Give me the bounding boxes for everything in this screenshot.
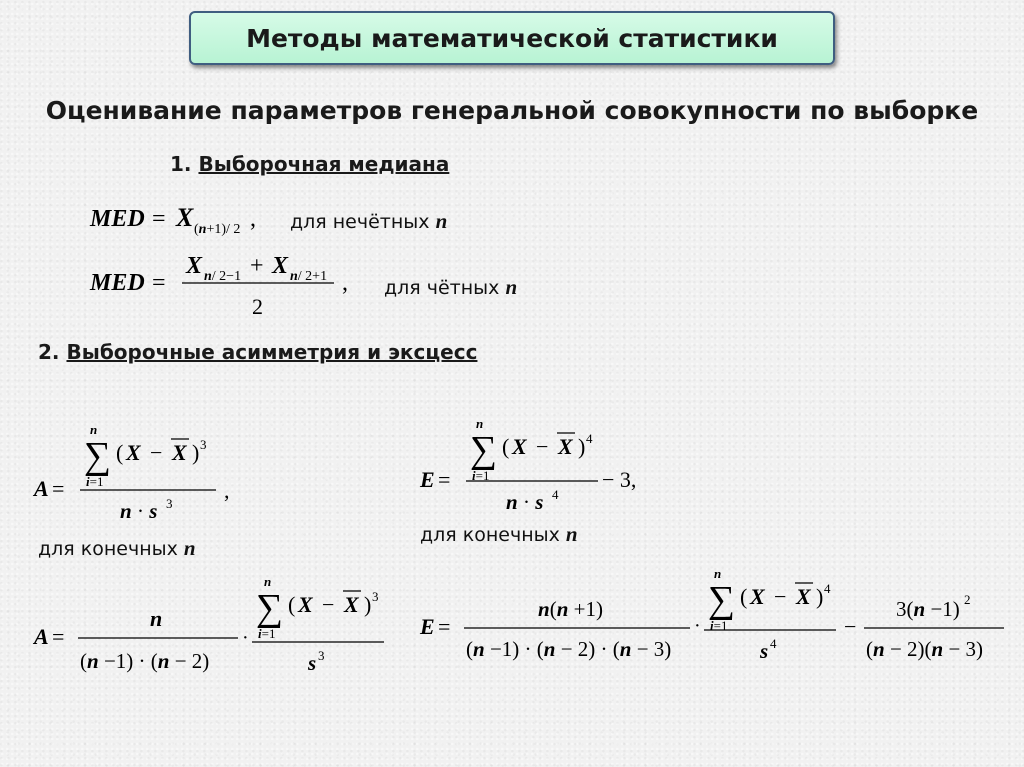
- svg-text:n(n +1): n(n +1): [538, 597, 603, 621]
- svg-text:X: X: [796, 584, 811, 609]
- svg-text:(n −1) · (n − 2) · (n − 3): (n −1) · (n − 2) · (n − 3): [466, 637, 672, 661]
- svg-text:−: −: [774, 584, 787, 609]
- slide-subtitle: Оценивание параметров генеральной совокупности по выборке: [45, 96, 979, 125]
- svg-text:MED: MED: [90, 206, 145, 232]
- svg-text:n: n: [714, 568, 722, 581]
- svg-text:−: −: [322, 592, 335, 617]
- med-even-formula: [88, 248, 388, 322]
- svg-text:∑: ∑: [470, 429, 498, 471]
- svg-text:n: n: [150, 606, 163, 631]
- svg-text:X: X: [176, 203, 194, 232]
- svg-text:n/ 2+1: n/ 2+1: [290, 269, 328, 284]
- svg-text:=: =: [438, 614, 451, 639]
- svg-text:,: ,: [250, 206, 256, 232]
- svg-text:(n −1) · (n − 2): (n −1) · (n − 2): [80, 649, 210, 673]
- svg-text:n: n: [90, 422, 98, 437]
- svg-text:(: (: [502, 434, 510, 459]
- excess-formula-2: [418, 568, 1010, 680]
- svg-text:− 3,: − 3,: [602, 467, 637, 492]
- svg-text:=: =: [152, 206, 166, 232]
- svg-text:3: 3: [372, 589, 379, 604]
- even-condition-text: для чётных: [384, 277, 500, 299]
- svg-text:X: X: [272, 253, 289, 279]
- svg-text:): ): [364, 592, 372, 617]
- svg-text:(: (: [288, 592, 296, 617]
- section-1-number: 1.: [170, 152, 192, 176]
- section-2-number: 2.: [38, 340, 60, 364]
- svg-text:(: (: [116, 440, 124, 465]
- odd-condition-text: для нечётных: [290, 211, 430, 233]
- finite-condition-e-text: для конечных: [420, 524, 560, 546]
- even-condition-n: n: [505, 275, 518, 299]
- svg-text:E: E: [420, 467, 435, 492]
- section-2-label: Выборочные асимметрия и эксцесс: [66, 340, 478, 364]
- finite-condition-a-text: для конечных: [38, 538, 178, 560]
- svg-text:,: ,: [342, 270, 348, 296]
- odd-condition-n: n: [435, 209, 448, 233]
- svg-text:−: −: [844, 614, 857, 639]
- svg-text:X: X: [512, 434, 527, 459]
- svg-text:+: +: [250, 253, 264, 279]
- svg-text:n: n: [476, 416, 484, 431]
- svg-text:−: −: [150, 440, 163, 465]
- med-odd-formula: [88, 196, 298, 242]
- svg-text:n: n: [264, 574, 272, 589]
- finite-condition-a: [38, 536, 196, 561]
- svg-text:i=1: i=1: [472, 468, 490, 483]
- slide-title-text: Методы математической статистики: [246, 23, 778, 53]
- svg-text:∑: ∑: [256, 587, 284, 629]
- svg-text:MED: MED: [90, 270, 145, 296]
- svg-text:∑: ∑: [84, 435, 112, 477]
- svg-text:4: 4: [770, 636, 777, 651]
- svg-text:3: 3: [166, 496, 173, 511]
- slide-title: [189, 11, 835, 65]
- svg-text:n · s: n · s: [506, 490, 544, 514]
- svg-text:(n+1)/ 2: (n+1)/ 2: [194, 222, 241, 237]
- section-1-label: Выборочная медиана: [198, 152, 450, 176]
- asymmetry-formula-1: [32, 418, 252, 528]
- svg-text:i=1: i=1: [258, 626, 276, 641]
- svg-text:s: s: [308, 651, 317, 675]
- svg-text:A: A: [34, 476, 49, 501]
- svg-text:X: X: [172, 440, 187, 465]
- svg-text:i=1: i=1: [86, 474, 104, 489]
- svg-text:3(n −1): 3(n −1): [896, 597, 960, 621]
- svg-text:−: −: [536, 434, 549, 459]
- svg-text:2: 2: [252, 294, 263, 319]
- svg-text:3: 3: [200, 437, 207, 452]
- finite-condition-a-n: n: [183, 536, 196, 560]
- svg-text:·: ·: [242, 627, 249, 649]
- svg-text:2: 2: [964, 592, 971, 607]
- svg-text:i=1: i=1: [710, 618, 728, 633]
- svg-text:E: E: [420, 614, 435, 639]
- finite-condition-e: [420, 522, 578, 547]
- svg-text:=: =: [152, 270, 166, 296]
- svg-text:·: ·: [694, 615, 701, 637]
- svg-text:n/ 2−1: n/ 2−1: [204, 269, 242, 284]
- svg-text:∑: ∑: [708, 579, 736, 621]
- svg-text:3: 3: [318, 648, 325, 663]
- svg-text:X: X: [750, 584, 765, 609]
- svg-text:s: s: [760, 639, 769, 663]
- section-1-heading: [170, 152, 449, 176]
- svg-text:A: A: [34, 624, 49, 649]
- svg-text:X: X: [126, 440, 141, 465]
- svg-text:): ): [816, 584, 824, 609]
- odd-condition: [290, 209, 447, 234]
- svg-text:4: 4: [824, 581, 831, 596]
- asymmetry-formula-2: [32, 572, 392, 682]
- svg-text:): ): [578, 434, 586, 459]
- finite-condition-e-n: n: [565, 522, 578, 546]
- svg-text:X: X: [186, 253, 203, 279]
- svg-text:n · s: n · s: [120, 499, 158, 523]
- svg-text:=: =: [438, 467, 451, 492]
- svg-text:X: X: [558, 434, 573, 459]
- svg-text:X: X: [298, 592, 313, 617]
- svg-text:=: =: [52, 476, 65, 501]
- svg-text:X: X: [344, 592, 359, 617]
- excess-formula-1: [418, 412, 658, 522]
- svg-text:,: ,: [224, 478, 230, 503]
- svg-text:): ): [192, 440, 200, 465]
- even-condition: [384, 275, 517, 300]
- svg-text:4: 4: [552, 487, 559, 502]
- svg-text:(: (: [740, 584, 748, 609]
- svg-text:4: 4: [586, 431, 593, 446]
- svg-text:=: =: [52, 624, 65, 649]
- svg-text:(n − 2)(n − 3): (n − 2)(n − 3): [866, 637, 984, 661]
- section-2-heading: [38, 340, 477, 364]
